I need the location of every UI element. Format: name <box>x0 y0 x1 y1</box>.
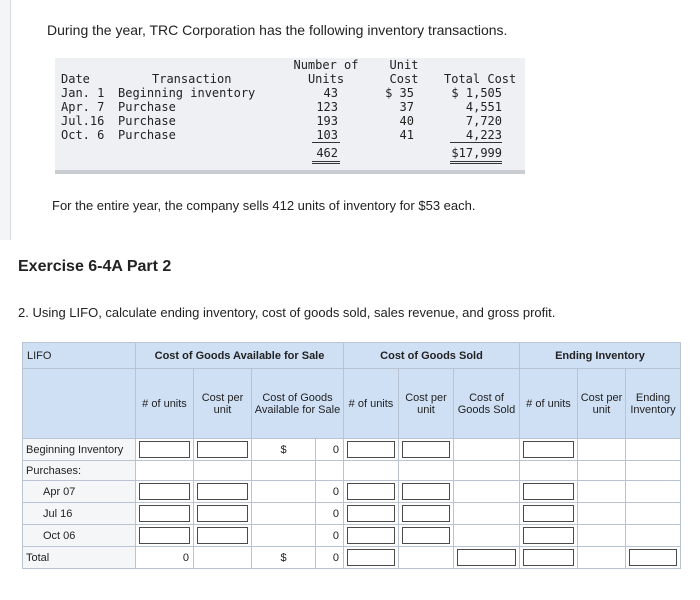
table-bottom-rule <box>55 170 525 174</box>
input-field[interactable] <box>523 441 574 458</box>
total-units: 462 <box>316 146 338 160</box>
input-field[interactable] <box>402 441 450 458</box>
group-sold-header: Cost of Goods Sold <box>344 343 520 369</box>
total-double-underline <box>450 161 502 162</box>
total-double-underline <box>450 163 502 164</box>
units-col-header: # of units <box>136 369 194 439</box>
row-unit-cost: 37 <box>399 100 414 114</box>
input-field[interactable] <box>139 483 190 500</box>
input-field[interactable] <box>347 527 395 544</box>
input-field[interactable] <box>197 441 248 458</box>
row-date: Oct. 6 <box>61 128 105 142</box>
input-field[interactable] <box>523 549 574 566</box>
row-label-beginning: Beginning Inventory <box>23 439 136 461</box>
input-field[interactable] <box>139 505 190 522</box>
units-underline <box>312 142 340 143</box>
input-field[interactable] <box>457 549 516 566</box>
ending-cost-header: Cost per unit <box>578 369 626 439</box>
units-double-underline <box>312 163 340 164</box>
row-label-jul: Jul 16 <box>23 503 136 525</box>
date-header: Date <box>61 72 90 86</box>
input-field[interactable] <box>523 527 574 544</box>
input-field[interactable] <box>347 483 395 500</box>
available-value: 0 <box>316 481 344 503</box>
total-cost: $17,999 <box>451 146 502 160</box>
row-units: 123 <box>316 100 338 114</box>
row-total: 7,720 <box>465 114 502 128</box>
ending-units-header: # of units <box>520 369 578 439</box>
row-total: 4,551 <box>465 100 502 114</box>
row-transaction: Purchase <box>118 128 176 142</box>
available-value: 0 <box>316 525 344 547</box>
row-unit-cost: 40 <box>399 114 414 128</box>
units-header-1: Number of <box>293 58 359 72</box>
input-field[interactable] <box>139 527 190 544</box>
cost-per-unit-header: Cost per unit <box>194 369 252 439</box>
cogs-col-header: Cost of Goods Sold <box>454 369 520 439</box>
cost-header-1: Unit <box>389 58 419 72</box>
row-date: Jul.16 <box>61 114 105 128</box>
dollar-sign: $ <box>252 547 316 569</box>
total-underline <box>450 142 502 143</box>
row-units: 193 <box>316 114 338 128</box>
sold-cost-per-header: Cost per unit <box>399 369 454 439</box>
question-text: During the year, TRC Corporation has the following inventory transactions. <box>47 22 508 38</box>
row-total: $ 1,505 <box>451 86 502 100</box>
row-label-apr: Apr 07 <box>23 481 136 503</box>
row-transaction: Purchase <box>118 114 176 128</box>
blank-header <box>23 369 136 439</box>
row-unit-cost: $ 35 <box>385 86 414 100</box>
input-field[interactable] <box>347 549 395 566</box>
lifo-worksheet <box>22 342 681 569</box>
available-value: 0 <box>316 547 344 569</box>
sold-units-header: # of units <box>344 369 399 439</box>
input-field[interactable] <box>347 441 395 458</box>
row-unit-cost: 41 <box>399 128 414 142</box>
exercise-title: Exercise 6-4A Part 2 <box>18 258 172 275</box>
row-date: Apr. 7 <box>61 100 105 114</box>
input-field[interactable] <box>139 441 190 458</box>
row-transaction: Purchase <box>118 100 176 114</box>
row-transaction: Beginning inventory <box>118 86 256 100</box>
input-field[interactable] <box>402 527 450 544</box>
input-field[interactable] <box>402 505 450 522</box>
input-field[interactable] <box>523 505 574 522</box>
row-label-purchases: Purchases: <box>23 461 136 481</box>
units-double-underline <box>312 161 340 162</box>
total-header: Total Cost <box>444 72 517 86</box>
cost-header-2: Cost <box>389 72 419 86</box>
total-units-value: 0 <box>136 547 194 569</box>
group-ending-header: Ending Inventory <box>520 343 681 369</box>
available-col-header: Cost of Goods Available for Sale <box>252 369 344 439</box>
question-2-text: 2. Using LIFO, calculate ending inventory, cost of goods sold, sales revenue, and gross profit. <box>18 305 556 320</box>
input-field[interactable] <box>523 483 574 500</box>
input-field[interactable] <box>347 505 395 522</box>
row-label-total: Total <box>23 547 136 569</box>
input-field[interactable] <box>197 527 248 544</box>
group-available-header: Cost of Goods Available for Sale <box>136 343 344 369</box>
row-date: Jan. 1 <box>61 86 105 100</box>
available-value: 0 <box>316 503 344 525</box>
ending-inv-header: Ending Inventory <box>626 369 681 439</box>
units-header-2: Units <box>307 72 345 86</box>
dollar-sign: $ <box>252 439 316 461</box>
input-field[interactable] <box>197 483 248 500</box>
row-units: 103 <box>316 128 338 142</box>
transaction-header: Transaction <box>152 72 232 86</box>
sales-note: For the entire year, the company sells 412 units of inventory for $53 each. <box>52 198 476 213</box>
available-value: 0 <box>316 439 344 461</box>
input-field[interactable] <box>402 483 450 500</box>
row-total: 4,223 <box>465 128 502 142</box>
method-label: LIFO <box>23 343 136 369</box>
row-label-oct: Oct 06 <box>23 525 136 547</box>
input-field[interactable] <box>629 549 677 566</box>
input-field[interactable] <box>197 505 248 522</box>
row-units: 43 <box>323 86 338 100</box>
